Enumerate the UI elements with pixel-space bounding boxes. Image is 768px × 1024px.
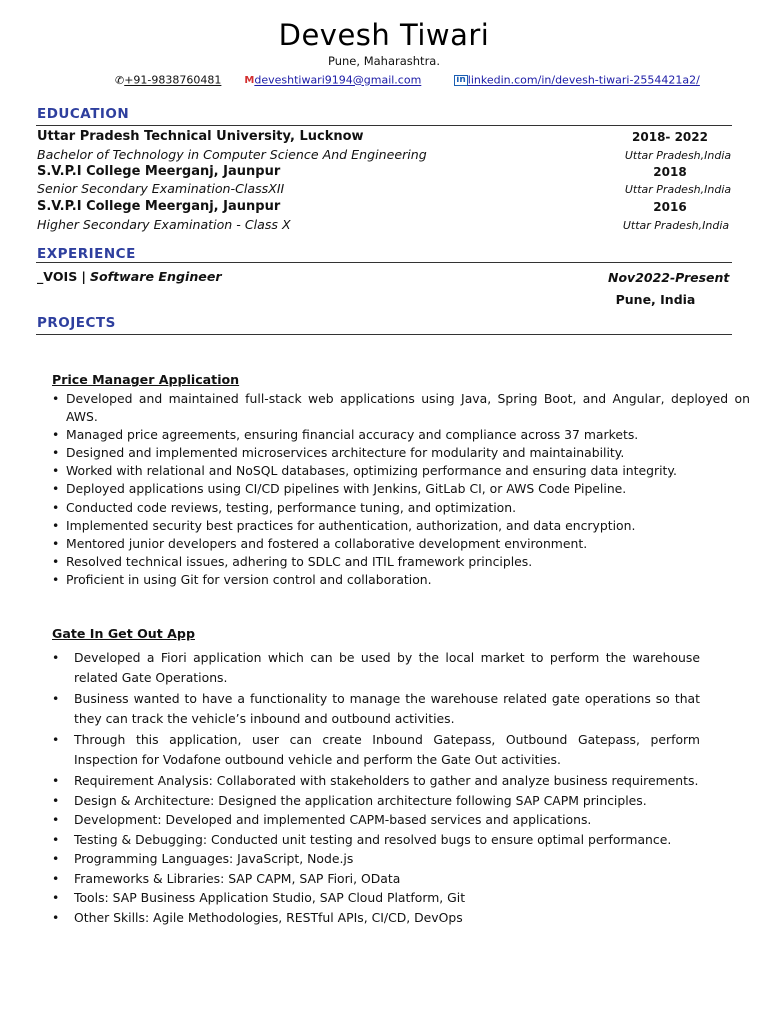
list-item: • Frameworks & Libraries: SAP CAPM, SAP Fiori, OData xyxy=(50,869,700,889)
list-item: • Development: Developed and implemented CAPM-based services and applications. xyxy=(50,810,700,830)
edu-3-institution: S.V.P.I College Meerganj, Jaunpur xyxy=(37,199,281,214)
list-item: • Through this application, user can create Inbound Gatepass, Outbound Gatepass, perform Inspection for Vodafone outbound vehicle and perform the Gate Out activities. xyxy=(50,730,700,769)
linkedin-icon: in xyxy=(456,74,466,85)
list-item: • Business wanted to have a functionality to manage the warehouse related gate operations so that they can track the vehicle’s inbound and outbound activities. xyxy=(50,689,700,728)
email-link[interactable]: deveshtiwari9194@gmail.com xyxy=(254,73,422,87)
list-item: • Programming Languages: JavaScript, Node.js xyxy=(50,849,700,869)
experience-separator: | xyxy=(81,269,86,284)
edu-1-years: 2018- 2022 xyxy=(632,130,708,144)
edu-2-place: Uttar Pradesh,India xyxy=(624,183,732,196)
experience-dates: Nov2022-Present xyxy=(608,270,730,285)
list-item: • Designed and implemented microservices architecture for modularity and maintainability. xyxy=(50,444,750,462)
list-item: • Worked with relational and NoSQL databases, optimizing performance and ensuring data integrity. xyxy=(50,462,750,480)
project-2-title: Gate In Get Out App xyxy=(52,626,195,641)
experience-place: Pune, India xyxy=(615,292,696,307)
edu-2-institution: S.V.P.I College Meerganj, Jaunpur xyxy=(37,164,281,179)
experience-company: _VOIS xyxy=(37,269,78,284)
list-item: • Developed a Fiori application which can be used by the local market to perform the warehouse related Gate Operations. xyxy=(50,648,700,687)
list-item: • Proficient in using Git for version control and collaboration. xyxy=(50,571,750,589)
project-1-title: Price Manager Application xyxy=(52,372,240,387)
linkedin-link[interactable]: linkedin.com/in/devesh-tiwari-2554421a2/ xyxy=(467,73,700,87)
edu-2-degree: Senior Secondary Examination-ClassXII xyxy=(37,181,285,196)
experience-role: Software Engineer xyxy=(89,269,222,284)
project-1-bullets xyxy=(50,390,750,589)
list-item: • Resolved technical issues, adhering to SDLC and ITIL framework principles. xyxy=(50,553,750,571)
contact-line xyxy=(115,73,700,87)
education-heading: EDUCATION xyxy=(37,106,130,122)
edu-3-place: Uttar Pradesh,India xyxy=(622,219,730,232)
edu-3-years: 2016 xyxy=(653,200,687,214)
list-item: • Conducted code reviews, testing, performance tuning, and optimization. xyxy=(50,499,750,517)
list-item: • Design & Architecture: Designed the application architecture following SAP CAPM principles. xyxy=(50,791,700,811)
list-item: • Tools: SAP Business Application Studio, SAP Cloud Platform, Git xyxy=(50,888,700,908)
phone-icon: ✆ xyxy=(115,73,125,87)
experience-divider xyxy=(36,262,732,263)
candidate-location: Pune, Maharashtra. xyxy=(328,54,440,68)
list-item: • Deployed applications using CI/CD pipelines with Jenkins, GitLab CI, or AWS Code Pipeline. xyxy=(50,480,750,498)
projects-divider xyxy=(36,334,732,335)
edu-1-degree: Bachelor of Technology in Computer Science And Engineering xyxy=(37,147,427,162)
edu-3-degree: Higher Secondary Examination - Class X xyxy=(37,217,291,232)
project-2-bullets xyxy=(50,648,700,927)
mail-icon: M xyxy=(244,74,255,86)
list-item: • Other Skills: Agile Methodologies, RESTful APIs, CI/CD, DevOps xyxy=(50,908,700,928)
list-item: • Testing & Debugging: Conducted unit testing and resolved bugs to ensure optimal performance. xyxy=(50,830,700,850)
candidate-name: Devesh Tiwari xyxy=(278,18,490,52)
edu-2-years: 2018 xyxy=(653,165,687,179)
list-item: • Developed and maintained full-stack web applications using Java, Spring Boot, and Angular, deployed on AWS. xyxy=(50,390,750,426)
list-item: • Requirement Analysis: Collaborated with stakeholders to gather and analyze business requirements. xyxy=(50,771,700,791)
experience-heading: EXPERIENCE xyxy=(37,246,136,262)
list-item: • Implemented security best practices for authentication, authorization, and data encryption. xyxy=(50,517,750,535)
education-divider xyxy=(36,125,732,126)
list-item: • Mentored junior developers and fostered a collaborative development environment. xyxy=(50,535,750,553)
list-item: • Managed price agreements, ensuring financial accuracy and compliance across 37 markets. xyxy=(50,426,750,444)
edu-1-place: Uttar Pradesh,India xyxy=(624,149,732,162)
phone-number: +91-9838760481 xyxy=(124,73,222,87)
edu-1-institution: Uttar Pradesh Technical University, Lucknow xyxy=(37,129,364,144)
projects-heading: PROJECTS xyxy=(37,315,116,331)
experience-line xyxy=(37,269,222,284)
